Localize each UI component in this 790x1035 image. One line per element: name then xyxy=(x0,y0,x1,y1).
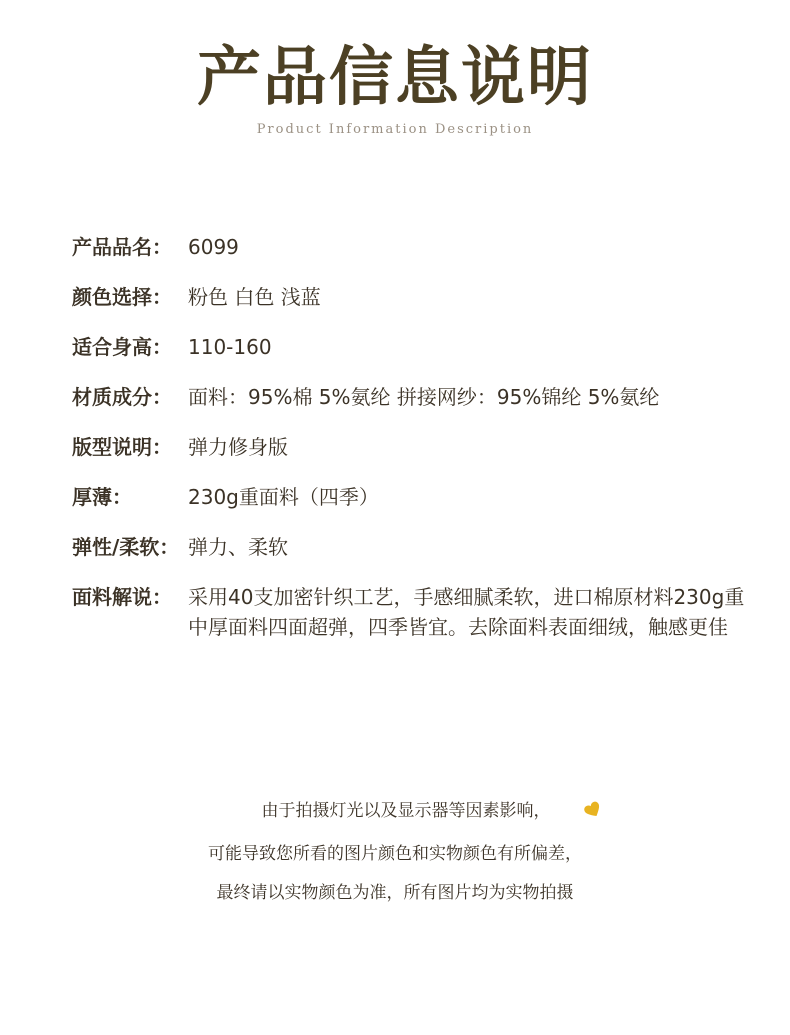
info-label: 产品品名： xyxy=(72,235,172,259)
product-info-list xyxy=(72,232,762,662)
info-row-fit xyxy=(72,432,762,462)
heart-icon xyxy=(583,800,603,820)
notice-line-3: 最终请以实物颜色为准，所有图片均为实物拍摄 xyxy=(216,883,574,903)
info-label: 颜色选择： xyxy=(72,285,172,309)
info-value: 弹力修身版 xyxy=(188,435,288,459)
info-label: 材质成分： xyxy=(72,385,172,409)
info-label: 面料解说： xyxy=(72,585,172,609)
info-value: 110-160 xyxy=(188,335,272,359)
page-subtitle: Product Information Description xyxy=(256,122,534,137)
info-label: 适合身高： xyxy=(72,335,172,359)
info-row-colors xyxy=(72,282,762,312)
page-title: 产品信息说明 xyxy=(197,41,593,115)
info-row-fabric-description xyxy=(72,582,762,642)
info-value: 粉色 白色 浅蓝 xyxy=(188,285,321,309)
info-row-elasticity xyxy=(72,532,762,562)
info-row-height xyxy=(72,332,762,362)
info-value: 采用40支加密针织工艺，手感细腻柔软，进口棉原材料230g重中厚面料四面超弹，四季皆宜。去除面料表面细绒，触感更佳 xyxy=(188,585,745,639)
info-value: 6099 xyxy=(188,235,239,259)
info-label: 厚薄： xyxy=(72,485,132,509)
info-label: 版型说明： xyxy=(72,435,172,459)
info-row-thickness xyxy=(72,482,762,512)
info-value: 面料：95%棉 5%氨纶 拼接网纱：95%锦纶 5%氨纶 xyxy=(188,385,660,409)
info-value: 230g重面料（四季） xyxy=(188,485,379,509)
notice-line-2: 可能导致您所看的图片颜色和实物颜色有所偏差， xyxy=(208,844,582,864)
info-row-material xyxy=(72,382,762,412)
notice-line-1: 由于拍摄灯光以及显示器等因素影响， xyxy=(261,801,551,821)
heart-shape xyxy=(583,800,603,820)
info-label: 弹性/柔软： xyxy=(72,535,180,559)
info-value: 弹力、柔软 xyxy=(188,535,288,559)
info-row-product-name xyxy=(72,232,762,262)
